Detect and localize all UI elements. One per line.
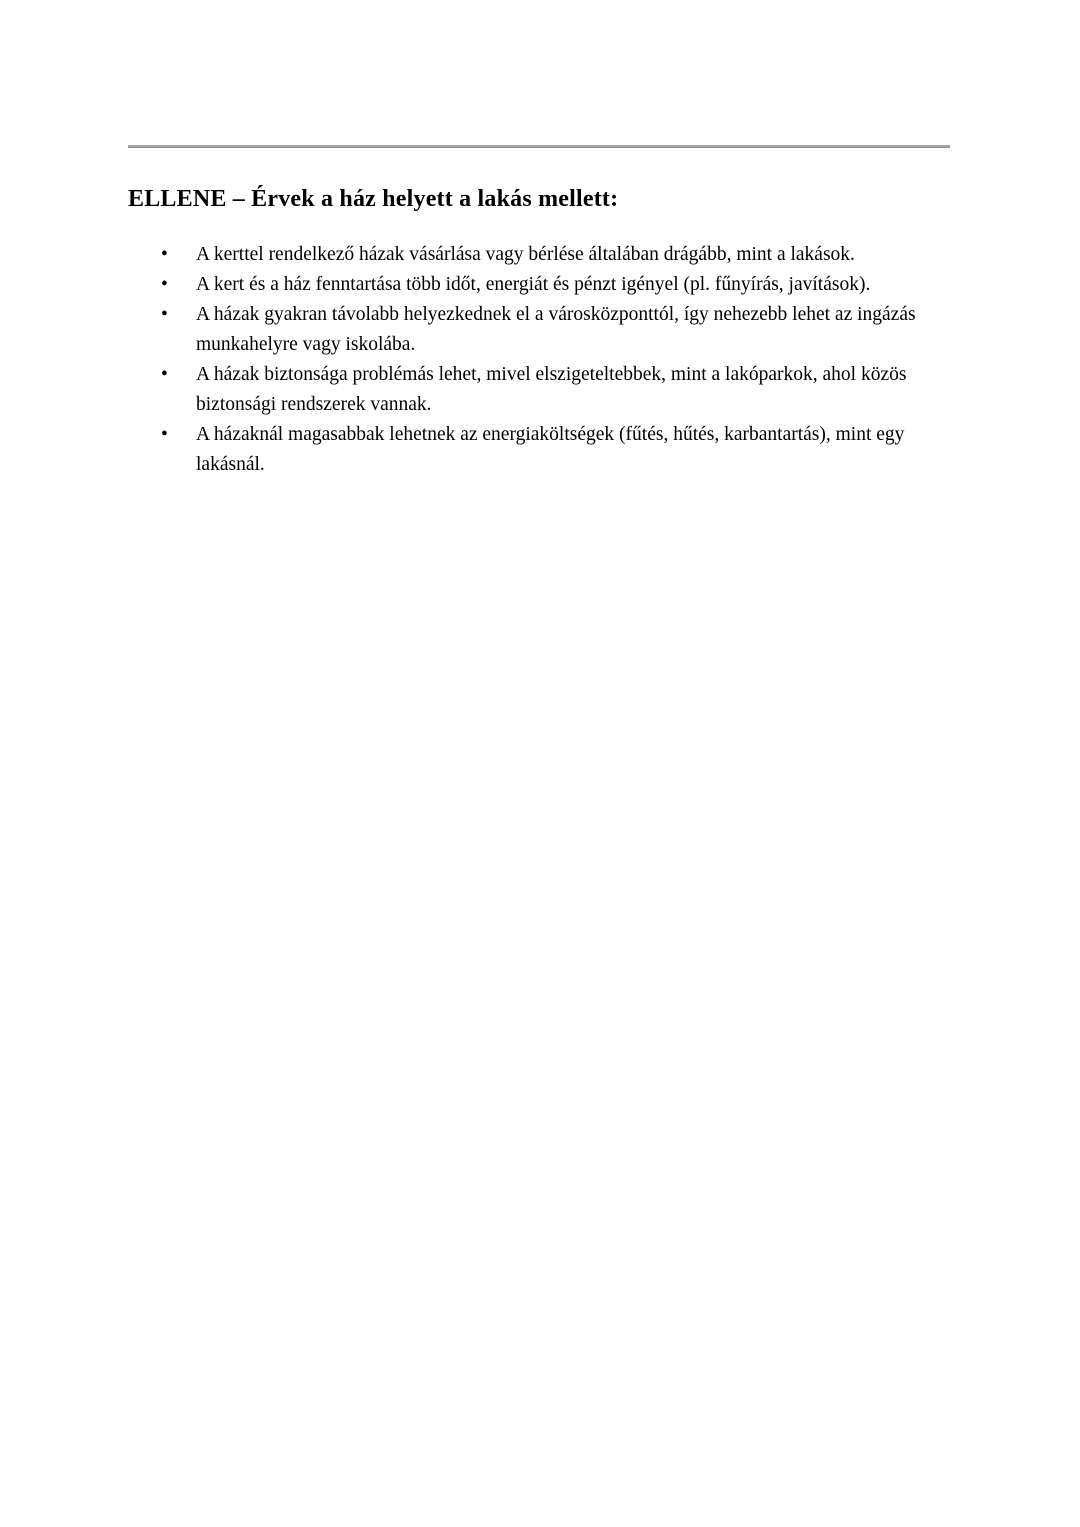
list-item-text: A kert és a ház fenntartása több időt, energiát és pénzt igényel (pl. fűnyírás, javítások).: [196, 274, 871, 295]
list-item-text: A házaknál magasabbak lehetnek az energiaköltségek (fűtés, hűtés, karbantartás), mint egy lakásnál.: [196, 424, 905, 475]
section-heading: ELLENE – Érvek a ház helyett a lakás mellett:: [128, 186, 619, 212]
list-item-text: A házak biztonsága problémás lehet, mivel elszigeteltebbek, mint a lakóparkok, ahol közös biztonsági rendszerek vannak.: [196, 364, 907, 415]
bullet-list: [128, 240, 960, 480]
bullet-icon: •: [161, 364, 168, 385]
bullet-icon: •: [161, 274, 168, 295]
horizontal-rule: [128, 145, 950, 148]
list-item: [128, 360, 958, 420]
list-item: [128, 420, 958, 480]
bullet-icon: •: [161, 304, 168, 325]
list-item: [128, 300, 958, 360]
list-item-text: A házak gyakran távolabb helyezkednek el a városközponttól, így nehezebb lehet az ingázás munkahelyre vagy iskolába.: [196, 304, 916, 355]
bullet-icon: •: [161, 244, 168, 265]
bullet-icon: •: [161, 424, 168, 445]
list-item-text: A kerttel rendelkező házak vásárlása vagy bérlése általában drágább, mint a lakások.: [196, 244, 855, 265]
list-item: [128, 270, 958, 300]
list-item: [128, 240, 958, 270]
